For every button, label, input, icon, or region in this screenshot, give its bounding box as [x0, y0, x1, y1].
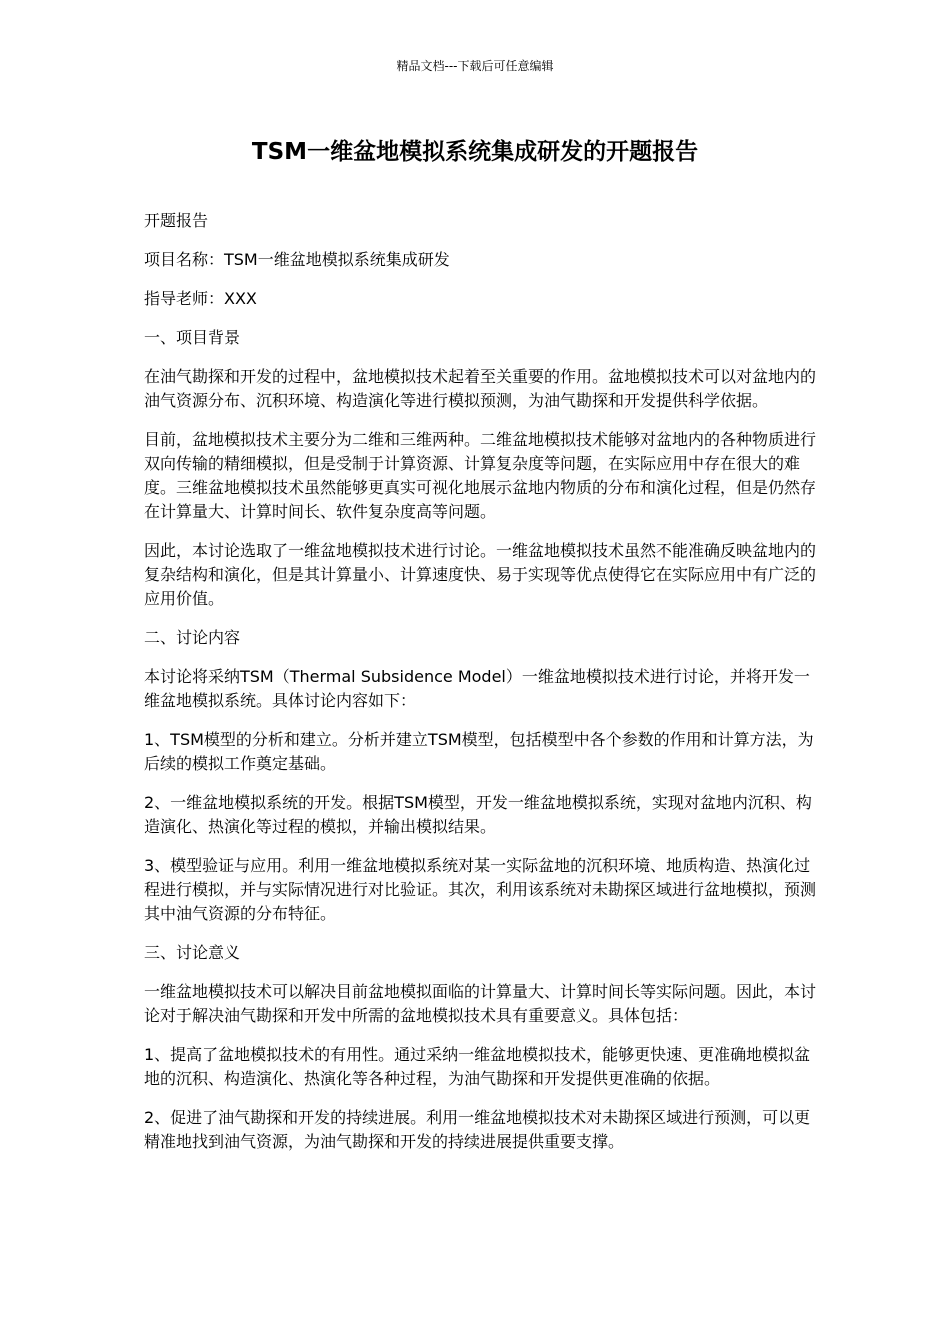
heading-content: 二、讨论内容: [144, 628, 241, 647]
project-name-line: 项目名称：TSM一维盆地模拟系统集成研发: [144, 250, 450, 269]
paragraph-background-3: 因此，本讨论选取了一维盆地模拟技术进行讨论。一维盆地模拟技术虽然不能准确反映盆地内的复杂结构和演化，但是其计算量小、计算速度快、易于实现等优点使得它在实际应用中有广泛的应用价值。: [144, 541, 817, 608]
section-label-report: 开题报告: [144, 211, 209, 230]
document-title: TSM一维盆地模拟系统集成研发的开题报告: [251, 139, 699, 165]
paragraph-significance-item-1: 1、提高了盆地模拟技术的有用性。通过采纳一维盆地模拟技术，能够更快速、更准确地模拟盆地的沉积、构造演化、热演化等各种过程，为油气勘探和开发提供更准确的依据。: [144, 1045, 811, 1088]
heading-background: 一、项目背景: [144, 328, 241, 347]
paragraph-content-item-1: 1、TSM模型的分析和建立。分析并建立TSM模型，包括模型中各个参数的作用和计算方法，为后续的模拟工作奠定基础。: [144, 730, 814, 773]
paragraph-content-item-2: 2、一维盆地模拟系统的开发。根据TSM模型，开发一维盆地模拟系统，实现对盆地内沉积、构造演化、热演化等过程的模拟，并输出模拟结果。: [144, 793, 812, 836]
heading-significance: 三、讨论意义: [144, 943, 241, 962]
paragraph-content-intro: 本讨论将采纳TSM（Thermal Subsidence Model）一维盆地模拟技术进行讨论，并将开发一维盆地模拟系统。具体讨论内容如下：: [144, 667, 810, 710]
paragraph-background-2: 目前，盆地模拟技术主要分为二维和三维两种。二维盆地模拟技术能够对盆地内的各种物质进行双向传输的精细模拟，但是受制于计算资源、计算复杂度等问题，在实际应用中存在很大的难度。三维盆地模拟技术虽然能够更真实可视化地展示盆地内物质的分布和演化过程，但是仍然存在计算量大、计算时间长、软件复杂度高等问题。: [144, 430, 817, 521]
document-body: [144, 209, 816, 1169]
advisor-line: 指导老师：XXX: [144, 289, 257, 308]
header-note: 精品文档---下载后可任意编辑: [396, 59, 554, 73]
paragraph-significance-intro: 一维盆地模拟技术可以解决目前盆地模拟面临的计算量大、计算时间长等实际问题。因此，本讨论对于解决油气勘探和开发中所需的盆地模拟技术具有重要意义。具体包括：: [144, 982, 817, 1025]
paragraph-content-item-3: 3、模型验证与应用。利用一维盆地模拟系统对某一实际盆地的沉积环境、地质构造、热演化过程进行模拟，并与实际情况进行对比验证。其次，利用该系统对未勘探区域进行盆地模拟，预测其中油气资源的分布特征。: [144, 856, 817, 923]
paragraph-significance-item-2: 2、促进了油气勘探和开发的持续进展。利用一维盆地模拟技术对未勘探区域进行预测，可以更精准地找到油气资源，为油气勘探和开发的持续进展提供重要支撑。: [144, 1108, 811, 1151]
paragraph-background-1: 在油气勘探和开发的过程中，盆地模拟技术起着至关重要的作用。盆地模拟技术可以对盆地内的油气资源分布、沉积环境、构造演化等进行模拟预测，为油气勘探和开发提供科学依据。: [144, 367, 817, 410]
